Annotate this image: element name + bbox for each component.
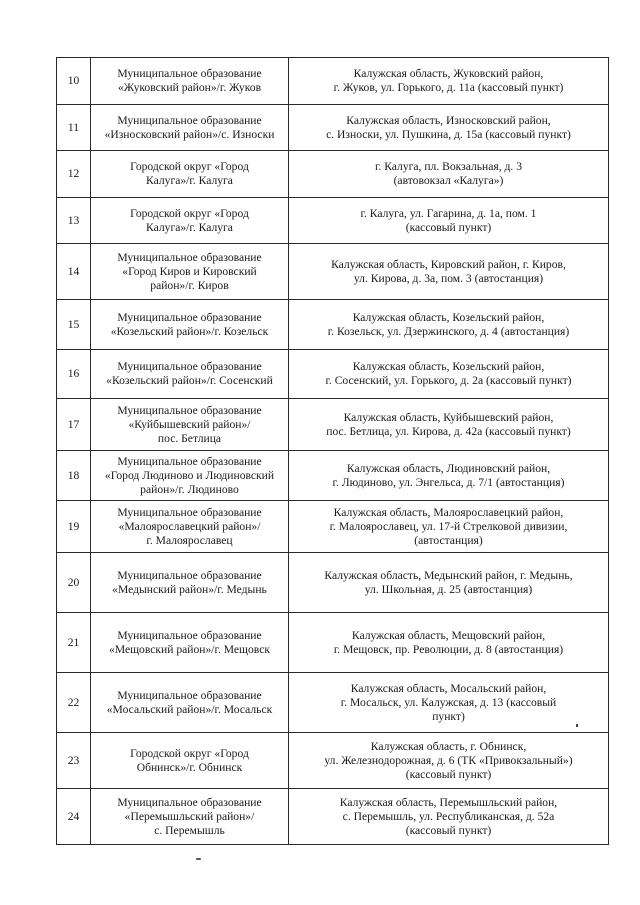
table-row	[57, 198, 609, 244]
table-row	[57, 151, 609, 198]
address-text: Калужская область, Жуковский район, г. Жуков, ул. Горького, д. 11а (кассовый пункт)	[333, 67, 564, 94]
row-number	[57, 198, 91, 244]
address-cell	[289, 789, 609, 845]
municipality-text: Муниципальное образование «Износковский район»/с. Износки	[104, 113, 275, 141]
row-number-text: 12	[67, 167, 80, 180]
municipality-cell	[91, 733, 289, 789]
municipality-cell	[91, 673, 289, 733]
ticket-office-table	[56, 57, 609, 845]
address-text: Калужская область, Куйбышевский район, пос. Бетлица, ул. Кирова, д. 42а (кассовый пункт)	[326, 410, 571, 438]
municipality-text: Муниципальное образование «Перемышльский район»/ с. Перемышль	[117, 795, 262, 837]
address-cell	[289, 399, 609, 451]
address-text: Калужская область, Людиновский район, г. Людиново, ул. Энгельса, д. 7/1 (автостанция)	[332, 461, 565, 489]
address-cell	[289, 451, 609, 501]
municipality-text: Муниципальное образование «Козельский район»/г. Сосенский	[106, 360, 273, 387]
municipality-cell	[91, 613, 289, 673]
table-row	[57, 789, 609, 845]
row-number-text: 11	[67, 120, 80, 134]
municipality-text: Муниципальное образование «Жуковский район»/г. Жуков	[117, 67, 262, 94]
row-number	[57, 789, 91, 845]
municipality-cell	[91, 789, 289, 845]
row-number	[57, 399, 91, 451]
address-cell	[289, 300, 609, 350]
table-row	[57, 613, 609, 673]
row-number-text: 16	[67, 367, 80, 380]
municipality-text: Муниципальное образование «Куйбышевский район»/ пос. Бетлица	[117, 403, 262, 445]
row-number-text: 22	[67, 695, 80, 709]
row-number-text: 14	[67, 264, 80, 278]
address-text: Калужская область, Мещовский район, г. Мещовск, пр. Революции, д. 8 (автостанция)	[333, 628, 564, 656]
row-number	[57, 673, 91, 733]
table-body	[57, 58, 609, 845]
municipality-cell	[91, 451, 289, 501]
row-number-text: 15	[67, 317, 80, 331]
address-cell	[289, 244, 609, 300]
municipality-text: Городской округ «Город Обнинск»/г. Обнинск	[130, 746, 249, 774]
row-number	[57, 733, 91, 789]
row-number	[57, 553, 91, 613]
scan-artifact	[576, 724, 578, 727]
row-number	[57, 451, 91, 501]
address-text: Калужская область, Малоярославецкий район, г. Малоярославец, ул. 17-й Стрелковой дивизии, (автостанция)	[329, 505, 568, 547]
row-number	[57, 613, 91, 673]
municipality-cell	[91, 198, 289, 244]
address-text: г. Калуга, ул. Гагарина, д. 1а, пом. 1 (кассовый пункт)	[360, 206, 537, 234]
municipality-text: Городской округ «Город Калуга»/г. Калуга	[130, 160, 249, 187]
row-number	[57, 300, 91, 350]
municipality-cell	[91, 399, 289, 451]
row-number	[57, 244, 91, 300]
scan-artifact	[196, 858, 201, 860]
table-row	[57, 553, 609, 613]
row-number-text: 21	[67, 635, 80, 649]
table-row	[57, 300, 609, 350]
municipality-text: Муниципальное образование «Город Киров и Кировский район»/г. Киров	[117, 250, 262, 292]
municipality-cell	[91, 244, 289, 300]
municipality-cell	[91, 105, 289, 151]
address-text: Калужская область, Козельский район, г. Сосенский, ул. Горького, д. 2а (кассовый пункт)	[325, 360, 572, 387]
table-row	[57, 733, 609, 789]
row-number	[57, 105, 91, 151]
address-text: Калужская область, Кировский район, г. Киров, ул. Кирова, д. 3а, пом. 3 (автостанция)	[331, 257, 566, 285]
row-number-text: 24	[67, 809, 80, 823]
address-cell	[289, 350, 609, 399]
municipality-text: Муниципальное образование «Медынский район»/г. Медынь	[112, 568, 267, 596]
table-row	[57, 451, 609, 501]
address-cell	[289, 673, 609, 733]
municipality-cell	[91, 151, 289, 198]
address-cell	[289, 613, 609, 673]
municipality-text: Муниципальное образование «Мосальский район»/г. Мосальск	[106, 688, 273, 716]
row-number-text: 13	[67, 213, 80, 227]
address-cell	[289, 105, 609, 151]
row-number-text: 20	[67, 575, 80, 589]
table-row	[57, 58, 609, 105]
municipality-text: Городской округ «Город Калуга»/г. Калуга	[130, 206, 249, 234]
row-number	[57, 151, 91, 198]
table-row	[57, 105, 609, 151]
address-text: Калужская область, г. Обнинск, ул. Железнодорожная, д. 6 (ТК «Привокзальный») (кассовый пункт)	[324, 739, 573, 781]
municipality-text: Муниципальное образование «Мещовский район»/г. Мещовск	[109, 628, 270, 656]
table-row	[57, 244, 609, 300]
address-text: Калужская область, Износковский район, с. Износки, ул. Пушкина, д. 15а (кассовый пункт)	[326, 113, 571, 141]
address-text: Калужская область, Козельский район, г. Козельск, ул. Дзержинского, д. 4 (автостанция)	[327, 310, 570, 338]
address-cell	[289, 151, 609, 198]
row-number-text: 10	[67, 74, 80, 87]
row-number-text: 18	[67, 468, 80, 482]
row-number-text: 23	[67, 753, 80, 767]
municipality-cell	[91, 300, 289, 350]
municipality-cell	[91, 501, 289, 553]
table-row	[57, 350, 609, 399]
row-number	[57, 58, 91, 105]
row-number-text: 17	[67, 417, 80, 431]
address-cell	[289, 58, 609, 105]
row-number-text: 19	[67, 519, 80, 533]
address-cell	[289, 501, 609, 553]
table-row	[57, 501, 609, 553]
row-number	[57, 501, 91, 553]
address-cell	[289, 198, 609, 244]
municipality-cell	[91, 553, 289, 613]
address-text: Калужская область, Мосальский район, г. Мосальск, ул. Калужская, д. 13 (кассовый пункт)	[340, 681, 557, 723]
municipality-text: Муниципальное образование «Город Людиново и Людиновский район»/г. Людиново	[104, 454, 275, 496]
municipality-text: Муниципальное образование «Козельский район»/г. Козельск	[110, 310, 269, 338]
address-cell	[289, 733, 609, 789]
address-text: г. Калуга, пл. Вокзальная, д. 3 (автовокзал «Калуга»)	[374, 160, 523, 187]
address-text: Калужская область, Медынский район, г. Медынь, ул. Школьная, д. 25 (автостанция)	[324, 568, 573, 596]
municipality-cell	[91, 58, 289, 105]
table-row	[57, 399, 609, 451]
table-row	[57, 673, 609, 733]
municipality-text: Муниципальное образование «Малоярославецкий район»/ г. Малоярославец	[117, 505, 262, 547]
address-text: Калужская область, Перемышльский район, с. Перемышль, ул. Республиканская, д. 52а (кассовый пункт)	[339, 795, 558, 837]
municipality-cell	[91, 350, 289, 399]
row-number	[57, 350, 91, 399]
address-cell	[289, 553, 609, 613]
